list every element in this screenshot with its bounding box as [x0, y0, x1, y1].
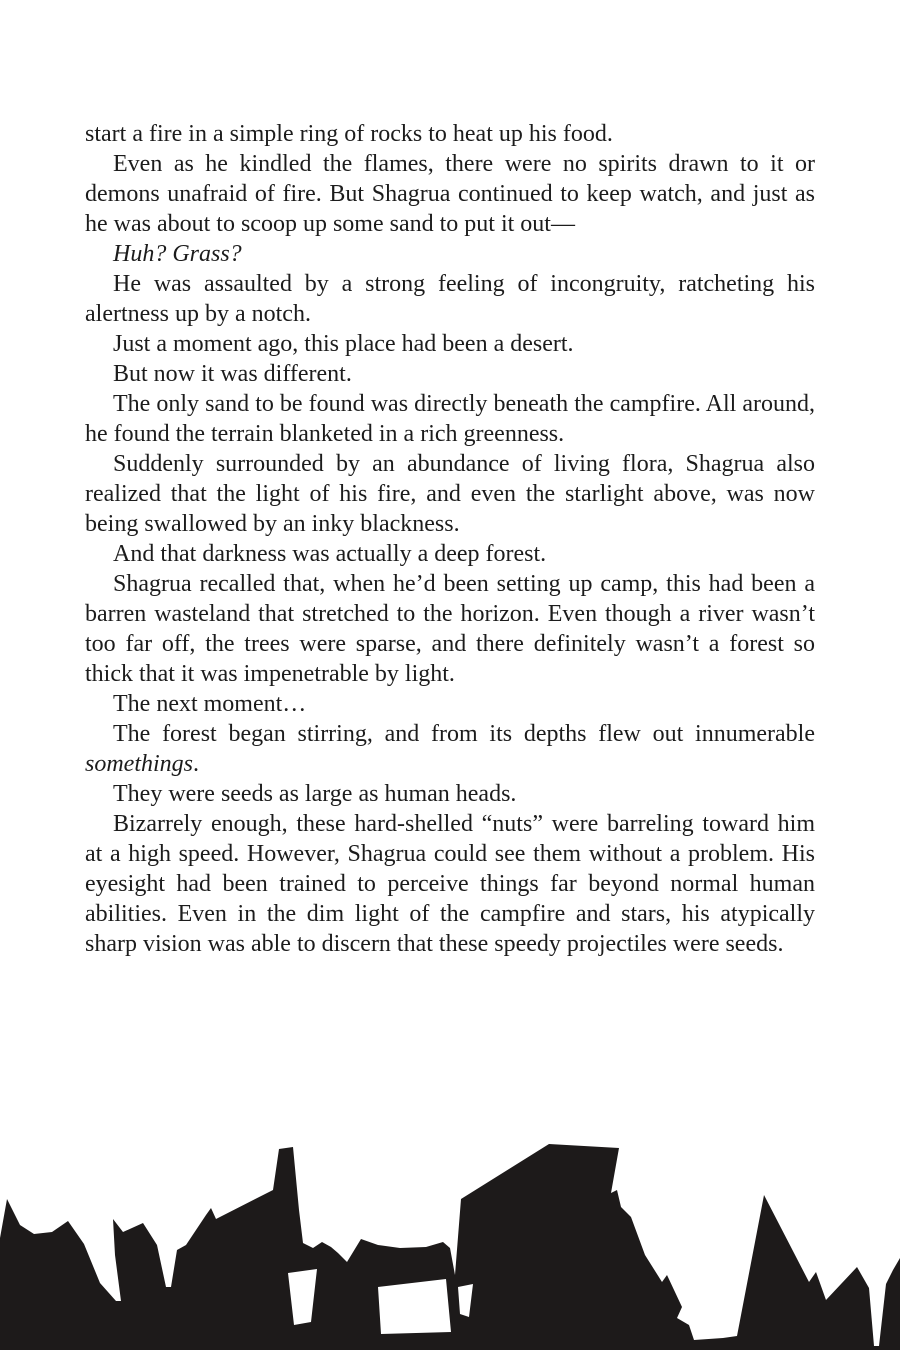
paragraph [85, 779, 815, 809]
paragraph [85, 449, 815, 539]
text-run: The only sand to be found was directly beneath the campfire. All around, he found the terrain blanketed in a rich greenness. [85, 391, 815, 447]
italic-text-run: Huh? Grass? [113, 241, 242, 267]
paragraph [85, 359, 815, 389]
text-run: start a fire in a simple ring of rocks to heat up his food. [85, 121, 613, 147]
text-run: Suddenly surrounded by an abundance of living flora, Shagrua also realized that the light of his fire, and even the starlight above, was now being swallowed by an inky blackness. [85, 451, 815, 537]
paragraph [85, 239, 815, 269]
text-run: Even as he kindled the flames, there were no spirits drawn to it or demons unafraid of fire. But Shagrua continued to keep watch, and just as he was about to scoop up some sand to put it out— [85, 151, 815, 237]
paragraph [85, 539, 815, 569]
text-run: But now it was different. [113, 361, 352, 387]
paragraph [85, 329, 815, 359]
debris-silhouette-path [0, 1144, 900, 1350]
paragraph [85, 149, 815, 239]
text-run: Just a moment ago, this place had been a desert. [113, 331, 574, 357]
paragraph [85, 119, 815, 149]
text-run: The forest began stirring, and from its depths flew out innumerable [113, 721, 815, 747]
text-run: Bizarrely enough, these hard-shelled “nuts” were barreling toward him at a high speed. However, Shagrua could see them without a problem. His eyesight had been trained to perceive things far beyond normal human abilities. Even in the dim light of the campfire and stars, his atypically sharp vision was able to discern that these speedy projectiles were seeds. [85, 811, 815, 957]
text-run: They were seeds as large as human heads. [113, 781, 517, 807]
paragraph [85, 269, 815, 329]
paragraph [85, 719, 815, 779]
debris-silhouette-illustration [0, 1135, 900, 1350]
italic-text-run: somethings [85, 751, 193, 777]
paragraph [85, 809, 815, 959]
paragraph [85, 689, 815, 719]
text-run: The next moment… [113, 691, 307, 717]
text-run: He was assaulted by a strong feeling of incongruity, ratcheting his alertness up by a notch. [85, 271, 815, 327]
text-run: Shagrua recalled that, when he’d been setting up camp, this had been a barren wasteland that stretched to the horizon. Even though a river wasn’t too far off, the trees were sparse, and there definitely wasn’t a forest so thick that it was impenetrable by light. [85, 571, 815, 687]
paragraph [85, 569, 815, 689]
text-run: . [193, 751, 199, 777]
text-run: And that darkness was actually a deep forest. [113, 541, 547, 567]
paragraph [85, 389, 815, 449]
page-text [85, 119, 815, 959]
